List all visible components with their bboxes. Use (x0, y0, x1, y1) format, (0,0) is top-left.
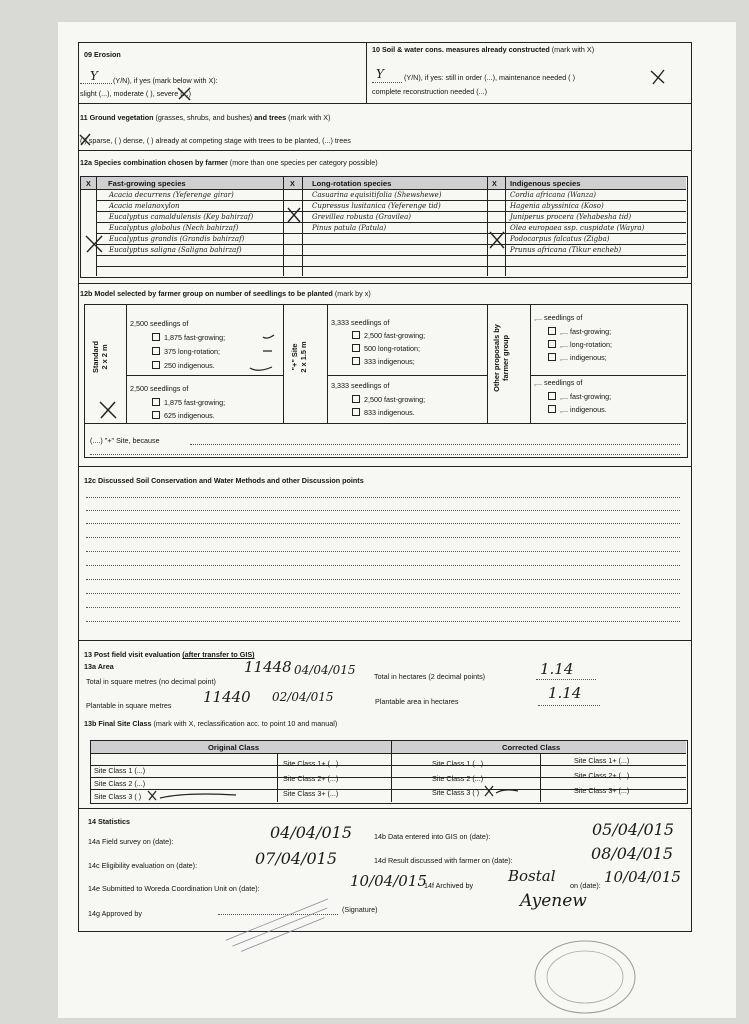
archived-on-label: on (date): (570, 881, 601, 890)
archived-date: 10/04/015 (604, 868, 681, 886)
gis-entry-date: 05/04/015 (592, 820, 675, 839)
original-class-1-plus: Site Class 1+ (...) (283, 759, 339, 768)
corrected-class-1: Site Class 1 (...) (432, 759, 484, 768)
area-title: 13a Area (84, 662, 114, 671)
eligibility-label: 14c Eligibility evaluation on (date): (88, 861, 198, 870)
other-a-total: ,... seedlings of (534, 313, 583, 322)
species-x-header-2: X (290, 179, 295, 188)
archived-by: Bostal (508, 867, 556, 885)
fast-growing-header: Fast-growing species (108, 179, 186, 188)
plantable-hectares-value: 1.14 (548, 684, 582, 702)
corrected-class-3: Site Class 3 ( ) (432, 788, 480, 797)
fast-species-3: Eucalyptus camaldulensis (Key bahirzaf) (109, 213, 254, 221)
corrected-class-3-plus: Site Class 3+ (...) (574, 786, 630, 795)
other-b-total: ,... seedlings of (534, 378, 583, 387)
std-a-long: 375 long-rotation; (152, 347, 220, 355)
std-b-total: 2,500 seedlings of (130, 384, 189, 393)
indigenous-species-5: Podocarpus falcatus (Zigba) (510, 235, 610, 243)
submitted-label: 14e Submitted to Woreda Coordination Unit on (date): (88, 884, 260, 893)
discussed-label: 14d Result discussed with farmer on (date): (374, 856, 513, 865)
long-species-1: Casuarina equisitifolia (Shewshewe) (312, 191, 442, 199)
plus-b-indigenous: 833 indigenous. (352, 408, 415, 416)
ground-vegetation-title: 11 Ground vegetation (grasses, shrubs, and bushes) and trees (mark with X) (80, 113, 331, 122)
faint-stamp-text (210, 880, 340, 950)
model-title: 12b Model selected by farmer group on number of seedlings to be planted (mark by x) (80, 289, 371, 298)
discussed-date: 08/04/015 (591, 844, 674, 863)
corrected-class-1-plus: Site Class 1+ (...) (574, 756, 630, 765)
post-field-title: 13 Post field visit evaluation (after transfer to GIS) (84, 650, 255, 659)
std-a-tick-marks (262, 334, 278, 374)
original-class-2-plus: Site Class 2+ (...) (283, 774, 339, 783)
std-b-indigenous: 625 indigenous. (152, 411, 215, 419)
discussion-title: 12c Discussed Soil Conservation and Water Methods and other Discussion points (84, 476, 364, 485)
long-species-3: Grevillea robusta (Gravilea) (312, 213, 411, 221)
eucalyptus-globolus-x-mark (84, 234, 104, 254)
ground-vegetation-line: ( ) sparse, ( ) dense, ( ) already at competing stage with trees to be planted, (...) trees (80, 136, 351, 145)
soil-water-status-line: (Y/N), if yes: still in order (...), maintenance needed ( ) (404, 73, 575, 82)
original-class-1: Site Class 1 (...) (94, 766, 146, 775)
corrected-class-2-plus: Site Class 2+ (...) (574, 771, 630, 780)
fast-species-4: Eucalyptus globolus (Nech bahirzaf) (109, 224, 239, 232)
approved-label: 14g Approved by (88, 909, 142, 918)
final-site-class-title: 13b Final Site Class (mark with X, reclassification acc. to point 10 and manual) (84, 719, 338, 728)
corrected-class-header: Corrected Class (502, 743, 561, 752)
fast-species-6: Eucalyptus saligna (Saligna bahirzaf) (109, 246, 242, 254)
long-species-4: Pinus patula (Patula) (312, 224, 387, 232)
signature: Ayenew (520, 891, 587, 911)
erosion-yn-line: (Y/N), if yes (mark below with X): (113, 76, 218, 85)
sqm-value: 11448 (244, 658, 292, 676)
original-class-3: Site Class 3 ( ) (94, 792, 142, 801)
species-x-header-3: X (492, 179, 497, 188)
plantable-sqm-value: 11440 (203, 688, 251, 706)
other-b-fast: ,... fast-growing; (548, 392, 611, 400)
long-species-2: Cupressus lusitanica (Yeferenge tid) (312, 202, 441, 210)
soil-water-title: 10 Soil & water cons. measures already constructed (mark with X) (372, 45, 595, 54)
hectares-label: Total in hectares (2 decimal points) (374, 672, 486, 681)
plus-a-long: 500 long-rotation; (352, 344, 420, 352)
gis-entry-label: 14b Data entered into GIS on (date): (374, 832, 491, 841)
plus-b-fast: 2,500 fast-growing; (352, 395, 425, 403)
original-class-3-plus: Site Class 3+ (...) (283, 789, 339, 798)
plus-a-indigenous: 333 indigenous; (352, 357, 415, 365)
other-a-indigenous: ,... indigenous; (548, 353, 607, 361)
species-title: 12a Species combination chosen by farmer (more than one species per category possible) (80, 158, 378, 167)
fast-species-2: Acacia melanoxylon (109, 202, 180, 210)
olea-x-mark (488, 230, 506, 250)
archived-label: 14f Archived by (424, 881, 474, 890)
soil-water-answer: Y (376, 67, 384, 81)
other-a-long: ,... long-rotation; (548, 340, 612, 348)
other-b-indigenous: ,... indigenous. (548, 405, 607, 413)
standard-x-mark (98, 400, 118, 420)
standard-label: Standard 2 x 2 m (91, 340, 109, 374)
std-b-fast: 1,875 fast-growing; (152, 398, 225, 406)
sqm-label: Total in square metres (no decimal point) (86, 677, 216, 686)
species-x-header-1: X (86, 179, 91, 188)
original-class-header: Original Class (208, 743, 260, 752)
hectares-value: 1.14 (540, 660, 574, 678)
round-seal-stamp (530, 935, 640, 1015)
std-a-total: 2,500 seedlings of (130, 319, 189, 328)
plus-site-because-label: (....) "+" Site, because (90, 436, 160, 445)
plantable-hectares-label: Plantable area in hectares (375, 697, 459, 706)
indigenous-species-2: Hagenia abyssinica (Koso) (510, 202, 604, 210)
fast-species-1: Acacia decurrens (Yeferenge girar) (109, 191, 234, 199)
indigenous-species-1: Cordia africana (Wanza) (510, 191, 596, 199)
sqm-date-note: 04/04/015 (294, 663, 356, 677)
statistics-title: 14 Statistics (88, 817, 130, 826)
std-a-fast: 1,875 fast-growing; (152, 333, 225, 341)
original-class-3-x-mark (146, 790, 238, 802)
indigenous-species-6: Prunus africana (Tikur encheb) (510, 246, 622, 254)
erosion-answer: Y (90, 69, 98, 83)
plantable-sqm-date-note: 02/04/015 (272, 690, 334, 704)
indigenous-species-3: Juniperus procera (Yehabesha tid) (510, 213, 632, 221)
plus-a-fast: 2,500 fast-growing; (352, 331, 425, 339)
field-survey-label: 14a Field survey on (date): (88, 837, 174, 846)
erosion-title: 09 Erosion (84, 50, 121, 59)
plus-a-total: 3,333 seedlings of (331, 318, 390, 327)
original-class-2: Site Class 2 (...) (94, 779, 146, 788)
field-survey-date: 04/04/015 (270, 823, 353, 842)
submitted-date: 10/04/015 (350, 872, 427, 890)
erosion-moderate-x-mark (176, 87, 192, 101)
erosion-severity-line: slight (...), moderate ( ), severe (...) (80, 89, 192, 98)
indigenous-species-4: Olea europaea ssp. cuspidate (Wayra) (510, 224, 645, 232)
corrected-class-2: Site Class 2 (...) (432, 774, 484, 783)
signature-label: (Signature) (342, 905, 378, 914)
eligibility-date: 07/04/015 (255, 849, 338, 868)
long-rotation-header: Long-rotation species (312, 179, 392, 188)
maintenance-x-mark (649, 69, 667, 85)
fast-species-5: Eucalyptus grandis (Grandis bahirzaf) (109, 235, 245, 243)
cupressus-x-mark (286, 206, 302, 224)
corrected-class-3-x-mark (482, 784, 522, 798)
std-a-indigenous: 250 indigenous. (152, 361, 215, 369)
indigenous-header: Indigenous species (510, 179, 581, 188)
plus-b-total: 3,333 seedlings of (331, 381, 390, 390)
other-a-fast: ,... fast-growing; (548, 327, 611, 335)
other-proposals-label: Other proposals by farmer group (492, 324, 510, 392)
soil-water-reconstruction-line: complete reconstruction needed (...) (372, 87, 488, 96)
plantable-sqm-label: Plantable in square metres (86, 701, 172, 710)
sparse-x-mark (78, 133, 92, 146)
plus-site-label: "+" Site 2 x 1.5 m (290, 341, 308, 373)
